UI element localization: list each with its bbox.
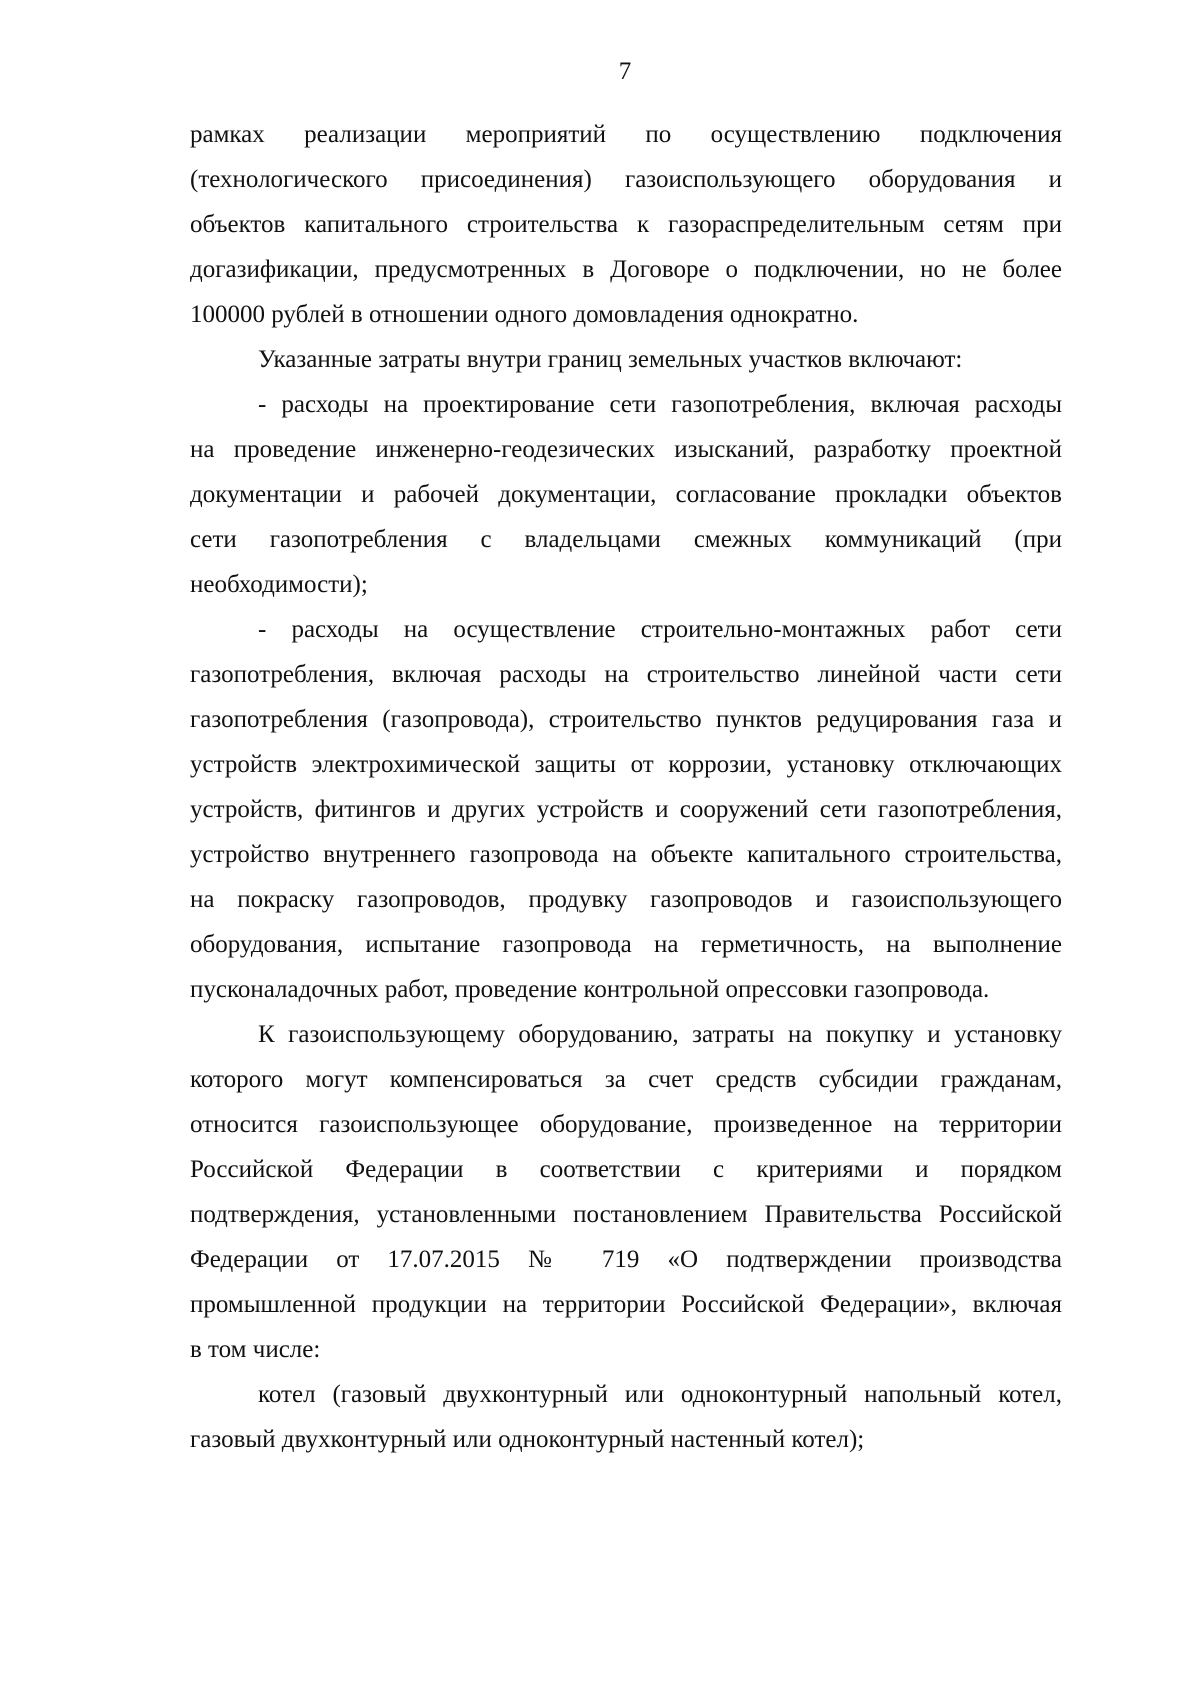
text-line: Указанные затраты внутри границ земельных участков включают: (258, 346, 963, 373)
text-line: на проведение инженерно-геодезических изысканий, разработку проектной (190, 436, 1062, 463)
text-line: относится газоиспользующее оборудование, произведенное на территории (190, 1111, 1062, 1138)
text-line: устройств, фитингов и других устройств и сооружений сети газопотребления, (190, 796, 1062, 823)
text-line: в том числе: (190, 1336, 321, 1363)
paragraph (190, 1012, 1062, 1372)
text-line: необходимости); (190, 571, 368, 598)
text-line: документации и рабочей документации, согласование прокладки объектов (190, 481, 1062, 508)
document-body (190, 112, 1062, 1462)
text-line: устройств электрохимической защиты от коррозии, установку отключающих (190, 751, 1062, 778)
text-line: рамках реализации мероприятий по осуществлению подключения (190, 121, 1062, 148)
paragraph (190, 1372, 1062, 1462)
text-line: 100000 рублей в отношении одного домовладения однократно. (190, 301, 859, 328)
text-line: промышленной продукции на территории Российской Федерации», включая (190, 1291, 1062, 1318)
page-number: 7 (618, 58, 632, 85)
text-line: догазификации, предусмотренных в Договоре о подключении, но не более (190, 256, 1062, 283)
paragraph (190, 607, 1062, 1012)
paragraph (190, 112, 1062, 337)
text-line: устройство внутреннего газопровода на объекте капитального строительства, (190, 841, 1062, 868)
text-line: К газоиспользующему оборудованию, затраты на покупку и установку (258, 1021, 1062, 1048)
text-line: газопотребления, включая расходы на строительство линейной части сети (190, 661, 1062, 688)
text-line: - расходы на проектирование сети газопотребления, включая расходы (258, 391, 1062, 418)
text-line: котел (газовый двухконтурный или одноконтурный напольный котел, (258, 1381, 1062, 1408)
text-line: сети газопотребления с владельцами смежных коммуникаций (при (190, 526, 1062, 553)
text-line: (технологического присоединения) газоиспользующего оборудования и (190, 166, 1062, 193)
paragraph (190, 337, 1062, 382)
text-line: на покраску газопроводов, продувку газопроводов и газоиспользующего (190, 886, 1062, 913)
text-line: объектов капитального строительства к газораспределительным сетям при (190, 211, 1062, 238)
text-line: - расходы на осуществление строительно-монтажных работ сети (258, 616, 1062, 643)
text-line: Российской Федерации в соответствии с критериями и порядком (190, 1156, 1062, 1183)
text-line: пусконаладочных работ, проведение контрольной опрессовки газопровода. (190, 976, 990, 1003)
text-line: которого могут компенсироваться за счет средств субсидии гражданам, (190, 1066, 1062, 1093)
text-line: подтверждения, установленными постановлением Правительства Российской (190, 1201, 1062, 1228)
paragraph (190, 382, 1062, 607)
text-line: газопотребления (газопровода), строительство пунктов редуцирования газа и (190, 706, 1062, 733)
text-line: Федерации от 17.07.2015 № 719 «О подтверждении производства (190, 1246, 1062, 1273)
text-line: газовый двухконтурный или одноконтурный настенный котел); (190, 1426, 865, 1453)
text-line: оборудования, испытание газопровода на герметичность, на выполнение (190, 931, 1062, 958)
